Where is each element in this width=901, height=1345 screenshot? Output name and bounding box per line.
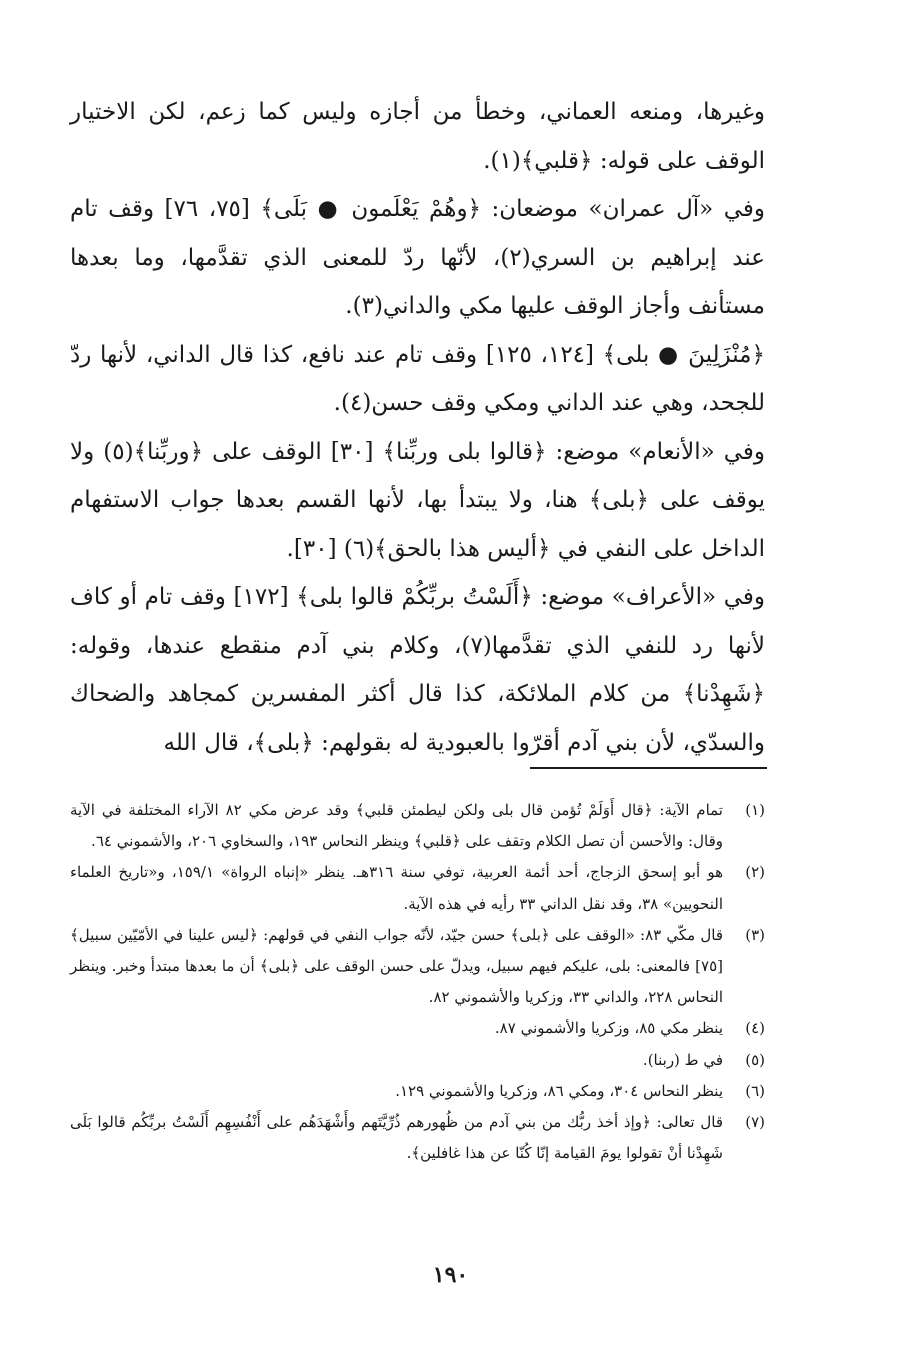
paragraph: وفي «آل عمران» موضعان: ﴿وهُمْ يَعْلَمون ● بَلَى﴾ [٧٥، ٧٦] وقف تام عند إبراهيم بن السري(٢)، لأنّها ردّ للمعنى الذي تقدَّمها، وما بعدها مستأنف وأجاز الوقف عليها مكي والداني(٣). <box>70 196 766 319</box>
footnote-text: في ط (ربنا). <box>642 1050 723 1069</box>
footnote <box>70 1107 765 1169</box>
main-text <box>70 88 765 767</box>
paragraph: وغيرها، ومنعه العماني، وخطأ من أجازه وليس كما زعم، لكن الاختيار الوقف على قوله: ﴿قلبي﴾(١). <box>70 99 765 174</box>
paragraph: وفي «الأعراف» موضع: ﴿أَلَسْتُ بربِّكُمْ قالوا بلى﴾ [١٧٢] وقف تام أو كاف لأنها رد للنفي الذي تقدَّمها(٧)، وكلام بني آدم منقطع عندها، وقوله: ﴿شَهِدْنا﴾ من كلام الملائكة، كذا قال أكثر المفسرين كمجاهد والضحاك والسدّي، لأن بني آدم أقرّوا بالعبودية له بقولهم: ﴿بلى﴾، قال الله <box>70 584 765 756</box>
paragraph: ﴿مُنْزَلِينَ ● بلى﴾ [١٢٤، ١٢٥] وقف تام عند نافع، كذا قال الداني، لأنها ردّ للجحد، وهي عند الداني ومكي وقف حسن(٤). <box>70 341 765 416</box>
footnote-text: ينظر النحاس ٣٠٤، ومكي ٨٦، وزكريا والأشموني ١٢٩. <box>395 1081 723 1100</box>
footnote <box>70 1013 765 1044</box>
footnote-number: (١) <box>745 801 765 819</box>
footnote-number: (٣) <box>745 925 765 944</box>
footnote-text: ينظر مكي ٨٥، وزكريا والأشموني ٨٧. <box>494 1019 723 1038</box>
footnote-text: تمام الآية: ﴿قال أَوَلَمْ تُؤمن قال بلى ولكن ليطمئن قلبي﴾ وقد عرض مكي ٨٢ الآراء المختلفة في الآية وقال: والأحسن أن تصل الكلام وتقف على ﴿قلبي﴾ وينظر النحاس ١٩٣، والسخاوي ٢٠٦، والأشموني ٦٤. <box>70 801 723 851</box>
footnote-separator <box>530 767 767 769</box>
footnote-number: (٢) <box>745 863 765 882</box>
page-number: ١٩٠ <box>432 1262 469 1288</box>
footnote-text: هو أبو إسحق الزجاج، أحد أئمة العربية، توفي سنة ٣١٦هـ. ينظر «إنباه الرواة» ١٥٩/١، و«تاريخ العلماء النحويين» ٣٨، وقد نقل الداني ٣٣ رأيه في هذه الآية. <box>70 863 723 913</box>
footnote-number: (٦) <box>745 1081 765 1100</box>
footnote-text: قال مكّي ٨٣: «الوقف على ﴿بلى﴾ حسن جيّد، لأنّه جواب النفي في قولهم: ﴿ليس علينا في الأمّيّين سبيل﴾ [٧٥] فالمعنى: بلى، عليكم فيهم سبيل، ويدلّ على حسن الوقف على ﴿بلى﴾ أن ما بعدها مبتدأ وخبر. وينظر النحاس ٢٢٨، والداني ٣٣، وزكريا والأشموني ٨٢. <box>70 925 723 1007</box>
footnote-number: (٧) <box>745 1113 765 1132</box>
footnote <box>70 795 765 857</box>
footnote <box>70 1045 765 1076</box>
footnote <box>70 857 765 919</box>
paragraph: وفي «الأنعام» موضع: ﴿قالوا بلى وربِّنا﴾ [٣٠] الوقف على ﴿وربِّنا﴾(٥) ولا يوقف على ﴿بلى﴾ هنا، ولا يبتدأ بها، لأنها القسم بعدها جواب الاستفهام الداخل على النفي في ﴿أليس هذا بالحق﴾(٦) [٣٠]. <box>70 438 765 562</box>
footnote <box>70 1076 765 1107</box>
footnote-number: (٤) <box>745 1019 765 1038</box>
footnote-text: قال تعالى: ﴿وإذ أخذ ربُّك من بني آدم من ظُهورهم ذُرِّيَّتَهم وأَشْهَدَهُم على أَنْفُسِهِم أَلَسْتُ بربِّكُم قالوا بَلَى شَهِدْنا أنْ تقولوا يومَ القيامة إنّا كُنّا عن هذا غافلين﴾. <box>70 1113 723 1163</box>
footnotes <box>70 795 765 1169</box>
footnote <box>70 920 765 1014</box>
footnote-number: (٥) <box>745 1050 765 1069</box>
